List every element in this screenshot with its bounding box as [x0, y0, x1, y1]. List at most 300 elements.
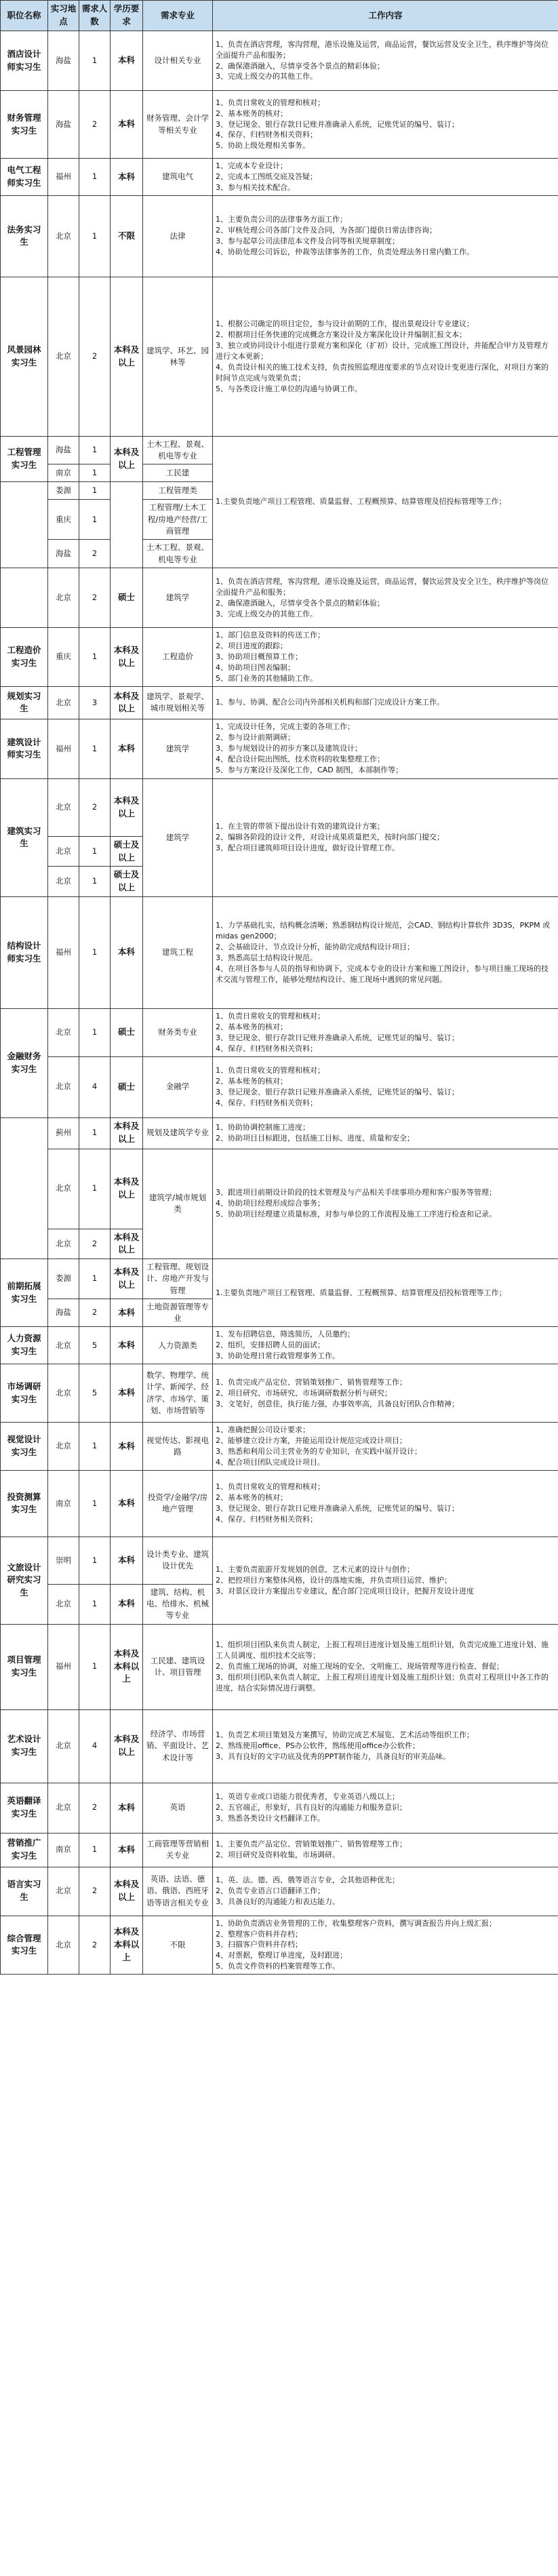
duty-line: 3、跟进项目前期设计阶段的技术管理及与产品相关手续事项办理和客户服务等管理；: [216, 1188, 496, 1197]
location-cell: 重庆: [48, 628, 79, 687]
duty-line: 3、登记现金、银行存款日记账并准确录入系统，记账凭证的编号、装订；: [216, 119, 459, 129]
duty-line: 3、参与起草公司法律范本文件及合同等相关规章制度；: [216, 237, 399, 246]
location-cell: 北京: [48, 1149, 79, 1229]
major-cell: 人力资源类: [143, 1327, 213, 1364]
duty-line: 3、独立或协同设计小组进行景观方案和深化（扩初）设计，完成施工图设计，并能配合甲方及管理方进行文本更新；: [216, 340, 549, 361]
header-education: 学历要求: [111, 1, 143, 31]
duty-line: 4、协助项目图表编制；: [216, 662, 295, 672]
duty-line: 1、负责在酒店营理，客沟营理，港乐设施及运营，商品运营，餐饮运营及安全卫生，秩序维护等岗位全面提升产品和服务；: [216, 39, 549, 60]
duty-line: 1、负责在酒店营理，客沟营理，港乐设施及运营，商品运营，餐饮运营及安全卫生，秩序维护等岗位全面提升产品和服务；: [216, 576, 549, 597]
duty-line: 1、完成本专业设计；: [216, 161, 287, 170]
count-cell: 1: [79, 836, 111, 867]
count-cell: 1: [79, 1423, 111, 1471]
duty-line: 5、协助上级处理相关事务。: [216, 141, 310, 151]
count-cell: 2: [79, 91, 111, 159]
location-cell: 海盐: [48, 436, 79, 464]
duties-cell: [213, 1783, 558, 1833]
duties-cell: [213, 1008, 558, 1056]
duty-line: 1、在主管的带领下提出设计有效的建筑设计方案；: [216, 822, 384, 831]
location-cell: 北京: [48, 1867, 79, 1916]
duty-line: 2、项目进度的跟踪；: [216, 641, 287, 650]
duty-line: 2、项目研究及资料收集，市场调研。: [216, 1850, 340, 1860]
count-cell: 1: [79, 500, 111, 540]
count-cell: 1: [79, 1624, 111, 1709]
table-row: [1, 1916, 558, 1975]
duty-line: 4、在项目各参与人员的指导和协调下，完成本专业的设计方案和施工图设计，参与项目施工现场的技术交流与管理工作，能够处理结构设计、施工现场中遇到的常见问题。: [216, 964, 549, 984]
count-cell: 2: [79, 778, 111, 836]
duty-line: 3、配合项目建筑师项目设计进度，做好设计管理工作。: [216, 844, 399, 853]
major-cell: 投资学/金融学/房地产管理: [143, 1470, 213, 1537]
duty-line: 4、配合项目团队完成设计项目。: [216, 1457, 325, 1467]
duties-cell: [213, 1056, 558, 1117]
duty-line: 2、会基础设计、节点设计分析，能协助完成结构设计项目；: [216, 942, 414, 951]
major-cell: 工程造价: [143, 628, 213, 687]
duties-cell: [213, 1709, 558, 1783]
count-cell: 1: [79, 896, 111, 1008]
duty-line: 4、对票据，整理订单进度，及时跟进；: [216, 1951, 347, 1960]
location-cell: 北京: [48, 1423, 79, 1471]
major-cell: 建筑学: [143, 568, 213, 628]
duties-cell: [213, 1327, 558, 1364]
count-cell: 5: [79, 1327, 111, 1364]
major-cell: 规划及建筑学专业: [143, 1117, 213, 1149]
education-cell: 本科: [111, 1470, 143, 1537]
duty-line: 2、整理客户资料并存档；: [216, 1929, 302, 1939]
duty-line: 3、完成上级交办的其他工作。: [216, 72, 317, 81]
table-row: [1, 1327, 558, 1364]
duty-line: 2、能够建立设计方案，并能运用设计规范完成设计项目；: [216, 1436, 407, 1445]
duties-cell: [213, 195, 558, 277]
duty-line: 2、编辑各阶段的设计文件，对设计成果质量把关，按时向部门提交；: [216, 833, 444, 842]
education-cell: 本科: [111, 1584, 143, 1624]
table-row: [1, 1470, 558, 1537]
education-cell: 本科: [111, 159, 143, 196]
table-row: [1, 1783, 558, 1833]
header-location: 实习地点: [48, 1, 79, 31]
duties-cell: [213, 568, 558, 628]
education-cell: 本科: [111, 896, 143, 1008]
major-cell: 土木工程、景观、机电等专业: [143, 540, 213, 568]
location-cell: 北京: [48, 867, 79, 897]
duty-line: 3、熟悉和利用公司主营业务的专业知识，在实践中展开设计；: [216, 1446, 422, 1456]
duties-cell: [213, 1364, 558, 1423]
duties-cell: [213, 1259, 558, 1327]
duty-line: 2、熟练使用office、PS办公软件，熟练使用office办公软件；: [216, 1741, 420, 1751]
header-position: 职位名称: [1, 1, 48, 31]
location-cell: 蓟州: [48, 1117, 79, 1149]
duty-line: 4、负责设计相关的施工技术支持，负责按照监理进度要求的节点对设计变更进行深化，对项目方案的时间节点完成与效果负责；: [216, 362, 549, 382]
duty-line: 2、基本账务的核对；: [216, 1493, 287, 1503]
count-cell: 2: [79, 1299, 111, 1327]
duty-line: 3、文笔好，创意佳，执行能力强，办事效率高，具备良好团队合作精神；: [216, 1399, 459, 1408]
table-row: [1, 1056, 558, 1117]
table-row: [1, 1423, 558, 1471]
major-cell: 工民建、建筑设计、项目管理: [143, 1624, 213, 1709]
major-cell: 英语: [143, 1783, 213, 1833]
table-row: [1, 686, 558, 719]
major-cell: 英语、法语、德语、俄语、西班牙语等语言相关专业: [143, 1867, 213, 1916]
table-row: [1, 719, 558, 778]
header-duties: 工作内容: [213, 1, 558, 31]
duty-line: 1、根据公司确定的项目定位，参与设计前期的工作，提出景观设计专业建议；: [216, 319, 474, 329]
duty-line: 3、登记现金、银行存款日记账并准确录入系统，记账凭证的编号、装订；: [216, 1504, 459, 1513]
education-cell: 本科及以上: [111, 778, 143, 836]
duty-line: 1、负责日常收支的管理和核对；: [216, 1482, 325, 1492]
duties-cell: [213, 1916, 558, 1975]
duties-cell: [213, 1537, 558, 1624]
duties-cell: [213, 1470, 558, 1537]
location-cell: 重庆: [48, 500, 79, 540]
count-cell: 2: [79, 568, 111, 628]
duty-line: 3、协助项目概预算工作；: [216, 652, 302, 661]
location-cell: 福州: [48, 896, 79, 1008]
duty-line: 4、保存、归档财务相关资料；: [216, 1098, 317, 1107]
duty-line: 1.主要负责地产项目工程管理、质量监督、工程概预算、结算管理及招投标管理等工作；: [216, 1288, 506, 1297]
location-cell: 北京: [48, 1584, 79, 1624]
count-cell: 2: [79, 1916, 111, 1975]
count-cell: 1: [79, 1117, 111, 1149]
table-row: [1, 277, 558, 436]
duty-line: 4、保存、归档财务相关资料；: [216, 130, 317, 140]
major-cell: 土地资源管理等专业: [143, 1299, 213, 1327]
duty-line: 3、扫描客户资料并存档；: [216, 1940, 302, 1949]
duties-cell: [213, 436, 558, 568]
duties-cell: [213, 1833, 558, 1867]
duties-cell: [213, 628, 558, 687]
duty-line: 4、配合设计院出图纸、技术资料的收集整理工作；: [216, 755, 384, 764]
education-cell: 硕士: [111, 1008, 143, 1056]
count-cell: 1: [79, 1470, 111, 1537]
position-cell: 市场调研实习生: [1, 1364, 48, 1423]
duties-cell: [213, 1867, 558, 1916]
education-cell: 本科及以上: [111, 1149, 143, 1229]
location-cell: 北京: [48, 1783, 79, 1833]
major-cell: 建筑工程: [143, 896, 213, 1008]
table-row: [1, 91, 558, 159]
count-cell: 1: [79, 1008, 111, 1056]
duties-cell: [213, 91, 558, 159]
major-cell: 建筑学、景观学、城市规划相关等: [143, 686, 213, 719]
duty-line: 5、部门业务的其他辅助工作。: [216, 673, 317, 683]
table-row: [1, 1833, 558, 1867]
duty-line: 1、负责日常收支的管理和核对；: [216, 98, 325, 107]
major-cell: 数学、物理学、统计学、新闻学、经济学、市场学、策划、市场营销等: [143, 1364, 213, 1423]
count-cell: 1: [79, 159, 111, 196]
position-cell: 结构设计师实习生: [1, 896, 48, 1008]
location-cell: 北京: [48, 686, 79, 719]
duty-line: 2、负责施工现场的协调，对施工现场的安全、文明施工、现场管理等进行检查、督促；: [216, 1662, 504, 1671]
location-cell: 崇明: [48, 1537, 79, 1584]
duty-line: 1、部门信息及资料的传送工作；: [216, 631, 325, 640]
table-row: [1, 628, 558, 687]
table-row: [1, 1537, 558, 1584]
education-cell: 硕士及以上: [111, 836, 143, 867]
position-cell: 规划实习生: [1, 686, 48, 719]
duty-line: 2、基本账务的核对；: [216, 1022, 287, 1031]
duty-line: 1、英语专业或口语能力很优秀者，专业英语八级以上；: [216, 1792, 399, 1802]
major-cell: 建筑学: [143, 778, 213, 896]
location-cell: 北京: [48, 277, 79, 436]
major-cell: 不限: [143, 1916, 213, 1975]
duties-cell: [213, 896, 558, 1008]
education-cell: 本科: [111, 1783, 143, 1833]
location-cell: 北京: [48, 1056, 79, 1117]
position-cell: 工程造价实习生: [1, 628, 48, 687]
location-cell: 娄源: [48, 482, 79, 500]
position-cell: 风景园林实习生: [1, 277, 48, 436]
location-cell: 北京: [48, 1327, 79, 1364]
duty-line: 3、具有良好的文字功底及优秀的PPT制作能力，具备良好的审美品味。: [216, 1752, 450, 1762]
table-row: [1, 896, 558, 1008]
duty-line: 2、协助项目目标跟进，包括施工目标、进度、质量和安全；: [216, 1134, 414, 1143]
education-cell: 本科: [111, 31, 143, 91]
count-cell: 2: [79, 540, 111, 568]
location-cell: 南京: [48, 1470, 79, 1537]
education-cell: 本科: [111, 1537, 143, 1584]
education-cell: 本科: [111, 1423, 143, 1471]
duty-line: 1、力学基础扎实，结构概念清晰；熟悉钢结构设计规范，会CAD、钢结构计算软件 3D3S，PKPM 或 midas gen2000；: [216, 920, 551, 940]
education-cell: 本科及以上: [111, 1709, 143, 1783]
count-cell: 1: [79, 31, 111, 91]
position-cell: 投资测算实习生: [1, 1470, 48, 1537]
duty-line: 2、基本账务的核对；: [216, 1077, 287, 1086]
duty-line: 1、组织项目团队来负责人制定，上报工程项目进度计划及施工组织计划，负责完成施工进度计划、施工人员调度、组织技术交底等；: [216, 1640, 549, 1661]
location-cell: 北京: [48, 1008, 79, 1056]
location-cell: 海盐: [48, 91, 79, 159]
duty-line: 2、组织，安排招聘人员的面试；: [216, 1341, 325, 1350]
duty-line: 5、协助项目经理建立质量标准，对参与单位的工作流程及施工工序进行检查和记录。: [216, 1210, 496, 1219]
position-cell: 建筑设计师实习生: [1, 719, 48, 778]
duties-cell: [213, 686, 558, 719]
duty-line: 3、参与相关技术配合。: [216, 182, 295, 192]
location-cell: 北京: [48, 1364, 79, 1423]
duties-cell: [213, 1149, 558, 1259]
major-cell: 视觉传达、影视电路: [143, 1423, 213, 1471]
location-cell: 北京: [48, 1709, 79, 1783]
table-row: [1, 1008, 558, 1056]
count-cell: 4: [79, 1709, 111, 1783]
count-cell: 5: [79, 1364, 111, 1423]
location-cell: 北京: [48, 836, 79, 867]
duty-line: 3、协助处理日常行政管理事务工作。: [216, 1351, 340, 1361]
major-cell: 建筑学: [143, 719, 213, 778]
location-cell: 北京: [48, 1229, 79, 1259]
major-cell: 工商管理等营销相关专业: [143, 1833, 213, 1867]
duty-line: 5、与各类设计施工单位的沟通与协调工作。: [216, 384, 362, 393]
location-cell: 南京: [48, 464, 79, 482]
major-cell: 设计相关专业: [143, 31, 213, 91]
duty-line: 2、项目研究、市场研究、市场调研数据分析与研究；: [216, 1388, 392, 1398]
position-cell: 语言实习生: [1, 1867, 48, 1916]
major-cell: 经济学、市场营销、平面设计、艺术设计等: [143, 1709, 213, 1783]
location-cell: 南京: [48, 1833, 79, 1867]
education-cell: [111, 482, 143, 568]
duty-line: 1、主要负责旅游开发规划的创意，艺术元素的设计与创作；: [216, 1564, 414, 1574]
duty-line: 2、负责专业语言口语翻译工作；: [216, 1886, 325, 1896]
position-cell: [1, 482, 48, 568]
count-cell: 4: [79, 1056, 111, 1117]
duty-line: 1、发布招聘信息，筛选简历，人员邀约；: [216, 1330, 355, 1339]
location-cell: 娄源: [48, 1259, 79, 1299]
duty-line: 3、具备良好的沟通能力和表达能力。: [216, 1897, 340, 1907]
major-cell: 财务类专业: [143, 1008, 213, 1056]
duty-line: 3、熟悉高层土结构设计规范。: [216, 953, 317, 962]
count-cell: 1: [79, 464, 111, 482]
position-cell: 前期拓展实习生: [1, 1259, 48, 1327]
table-row: [1, 1259, 558, 1299]
duty-line: 1、英、法、德、西、俄等语言专业，会其他语种优先；: [216, 1876, 399, 1885]
education-cell: 硕士: [111, 568, 143, 628]
education-cell: 硕士: [111, 1056, 143, 1117]
duty-line: 5、参与方案设计及深化工作，CAD 制图，本部制作等；: [216, 766, 403, 775]
education-cell: 本科及以上: [111, 1229, 143, 1259]
duty-line: 5、负责文件资料的档案管理等工作。: [216, 1962, 340, 1971]
duties-cell: [213, 1624, 558, 1709]
position-cell: 文旅设计研究实习生: [1, 1537, 48, 1624]
duty-line: 2、根据项目任务快速的完成概念方案设计及方案深化设计并编制汇报文本；: [216, 330, 466, 339]
location-cell: 北京: [48, 1916, 79, 1975]
count-cell: 1: [79, 1537, 111, 1584]
education-cell: 本科及以上: [111, 628, 143, 687]
duty-line: 1、主要负责公司的法律事务方面工作；: [216, 215, 347, 224]
education-cell: 本科: [111, 1299, 143, 1327]
table-row: [1, 1624, 558, 1709]
education-cell: 本科及以上: [111, 1867, 143, 1916]
count-cell: 2: [79, 1229, 111, 1259]
position-cell: 电气工程师实习生: [1, 159, 48, 196]
major-cell: 建筑电气: [143, 159, 213, 196]
count-cell: 1: [79, 195, 111, 277]
table-row: [1, 1867, 558, 1916]
duty-line: 3、组织项目团队来负责人制定，上报工程项目进度计划及施工组织计划；负责对工程项目中各工作的进度，结合实际情况进行调整。: [216, 1673, 549, 1692]
count-cell: 1: [79, 867, 111, 897]
duty-line: 1、主要负责产品定位、营销策划推广、销售管理等工作；: [216, 1840, 407, 1849]
count-cell: 1: [79, 1259, 111, 1299]
major-cell: 工程管理/土木工程/房地产经营/工商管理: [143, 500, 213, 540]
duty-line: 4、协助处理公司诉讼，仲裁等法律事务的工作，负责处理法务日常内勤工作。: [216, 247, 474, 257]
education-cell: 本科及本科以上: [111, 1916, 143, 1975]
major-cell: 工程管理、规划设计、房地产开发与管理: [143, 1259, 213, 1299]
location-cell: 海盐: [48, 31, 79, 91]
position-cell: 视觉设计实习生: [1, 1423, 48, 1471]
major-cell: 金融学: [143, 1056, 213, 1117]
education-cell: 本科及本科以上: [111, 1624, 143, 1709]
table-row: [1, 1364, 558, 1423]
education-cell: 硕士及以上: [111, 867, 143, 897]
duties-cell: [213, 719, 558, 778]
count-cell: 1: [79, 628, 111, 687]
major-cell: 工程管理类: [143, 482, 213, 500]
header-major: 需求专业: [143, 1, 213, 31]
duty-line: 4、协助项目经理形成综合事务；: [216, 1199, 325, 1208]
duty-line: 2、完成本工图纸交底及答疑；: [216, 172, 317, 181]
position-cell: 工程管理实习生: [1, 436, 48, 482]
location-cell: 北京: [48, 778, 79, 836]
duty-line: 2、五官端正，形象好，具有良好的沟通能力和服务意识；: [216, 1803, 407, 1812]
header-count: 需求人数: [79, 1, 111, 31]
duty-line: 2、审核处理公司各部门文件及合同，为各部门提供日常法律咨询；: [216, 226, 437, 235]
duty-line: 1、负责完成产品定位、营销策划推广、销售管理等工作；: [216, 1377, 407, 1387]
position-cell: 酒店设计师实习生: [1, 31, 48, 91]
duties-cell: [213, 1117, 558, 1149]
duty-line: 2、确保港酒融入，尽情享受各个景点的精彩体验；: [216, 61, 384, 71]
position-cell: [1, 1117, 48, 1259]
location-cell: 福州: [48, 719, 79, 778]
location-cell: 北京: [48, 195, 79, 277]
duty-line: 1、准确把握公司设计要求；: [216, 1425, 310, 1435]
duty-line: 1、负责日常收支的管理和核对；: [216, 1066, 325, 1075]
duties-cell: [213, 778, 558, 896]
education-cell: 不限: [111, 195, 143, 277]
major-cell: 建筑学/城市规划类: [143, 1149, 213, 1259]
major-cell: 工民建: [143, 464, 213, 482]
location-cell: 福州: [48, 159, 79, 196]
duty-line: 4、保存、归档财务相关资料；: [216, 1044, 317, 1053]
table-row: [1, 31, 558, 91]
education-cell: 本科: [111, 719, 143, 778]
duty-line: 2、确保港酒融入，尽情享受各个景点的精彩体验；: [216, 598, 384, 608]
major-cell: 建筑学、环艺、园林等: [143, 277, 213, 436]
duty-line: 3、参与规划设计的初步方案以及建筑设计；: [216, 744, 362, 753]
education-cell: 本科及以上: [111, 686, 143, 719]
position-cell: 财务管理实习生: [1, 91, 48, 159]
major-cell: 财务管理、会计学等相关专业: [143, 91, 213, 159]
count-cell: 1: [79, 1149, 111, 1229]
duty-line: 4、保存、归档财务相关资料；: [216, 1515, 317, 1524]
position-cell: [1, 568, 48, 628]
duty-line: 1、参与、协调、配合公司内外部相关机构和部门完成设计方案工作。: [216, 698, 444, 707]
education-cell: 本科: [111, 1364, 143, 1423]
education-cell: 本科: [111, 1833, 143, 1867]
count-cell: 1: [79, 1584, 111, 1624]
table-row: [1, 1709, 558, 1783]
duty-line: 2、参与设计前期调研；: [216, 733, 295, 742]
table-row: [1, 159, 558, 196]
location-cell: 海盐: [48, 1299, 79, 1327]
location-cell: 北京: [48, 568, 79, 628]
table-row: [1, 1149, 558, 1229]
location-cell: 海盐: [48, 540, 79, 568]
count-cell: 2: [79, 1867, 111, 1916]
major-cell: 法律: [143, 195, 213, 277]
duty-line: 1、负责艺术项目策划及方案撰写，协助完成艺术展览、艺术活动等组织工作；: [216, 1730, 474, 1740]
duty-line: 1、完成设计任务，完成主要的各项工作；: [216, 722, 355, 732]
table-body: [1, 31, 558, 1975]
major-cell: 土木工程、景观、机电等专业: [143, 436, 213, 464]
table-header-row: [1, 1, 558, 31]
duties-cell: [213, 159, 558, 196]
count-cell: 1: [79, 482, 111, 500]
table-row: [1, 436, 558, 464]
major-cell: 建筑、结构、机电、给排水、机械等专业: [143, 1584, 213, 1624]
position-cell: 营销推广实习生: [1, 1833, 48, 1867]
duty-line: 3、登记现金、银行存款日记账并准确录入系统，记账凭证的编号、装订；: [216, 1033, 459, 1042]
duty-line: 1、负责日常收支的管理和核对；: [216, 1011, 325, 1021]
position-cell: 项目管理实习生: [1, 1624, 48, 1709]
duty-line: 2、基本账务的核对；: [216, 108, 287, 118]
education-cell: 本科及以上: [111, 1117, 143, 1149]
major-cell: 设计类专业、建筑设计优先: [143, 1537, 213, 1584]
position-cell: 人力资源实习生: [1, 1327, 48, 1364]
table-row: [1, 195, 558, 277]
duty-line: 1、协助负责酒店业务管理的工作，收集整理客户资料，撰写调查报告并向上级汇报；: [216, 1918, 496, 1928]
duty-line: 3、对景区设计方案提出专业建议，配合部门完成项目设计，把握开发设计进度: [216, 1586, 474, 1596]
count-cell: 1: [79, 719, 111, 778]
education-cell: 本科: [111, 1327, 143, 1364]
position-cell: 综合管理实习生: [1, 1916, 48, 1975]
position-cell: 金融财务实习生: [1, 1008, 48, 1117]
education-cell: 本科及以上: [111, 436, 143, 482]
